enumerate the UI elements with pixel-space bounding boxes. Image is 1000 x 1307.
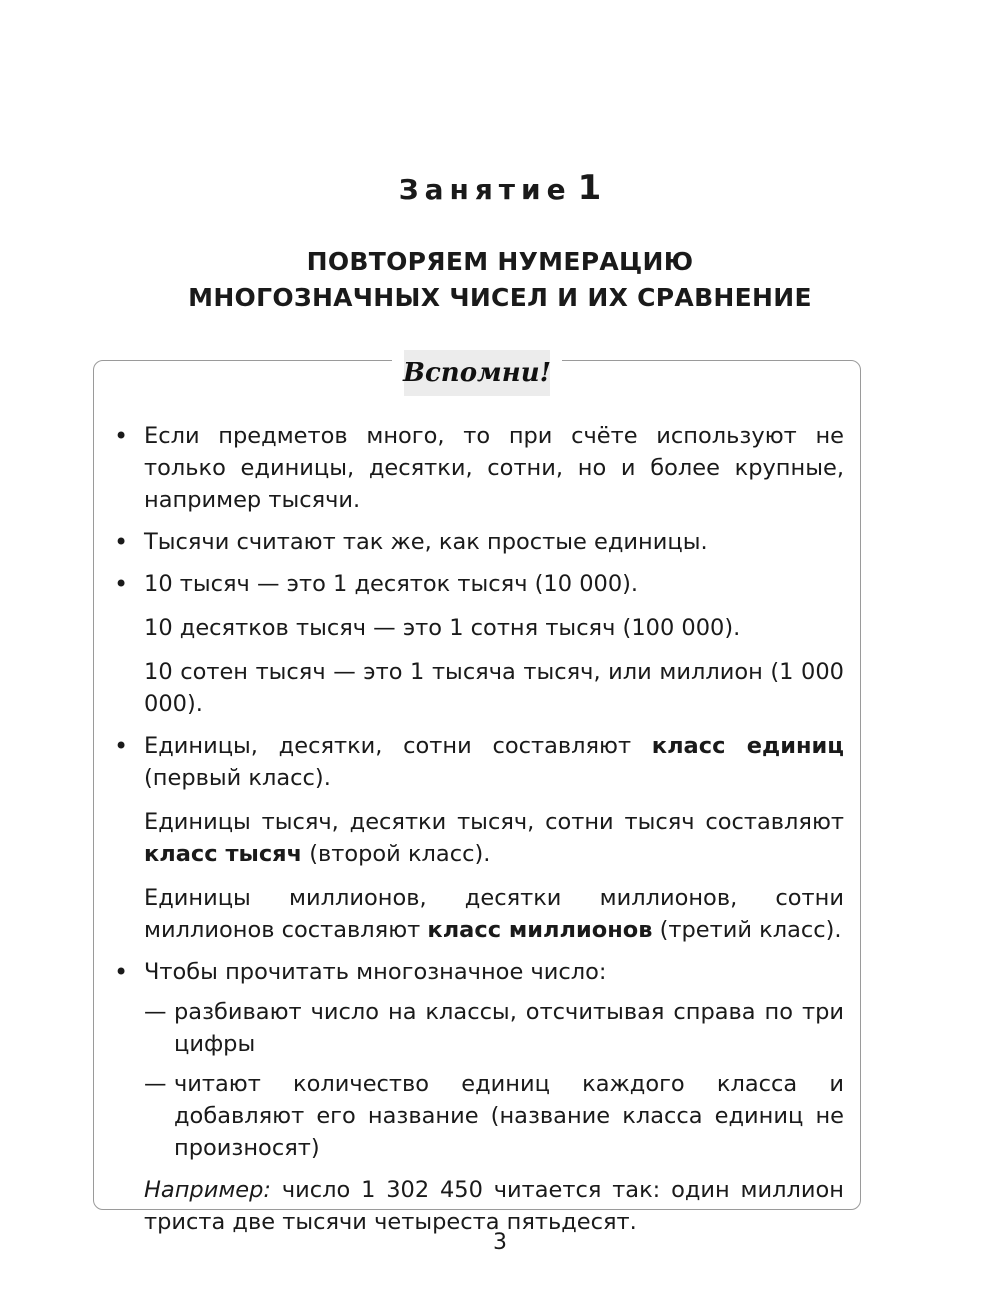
example-text: число 1 302 450 читается так: один миллион триста две тысячи четыреста пятьдесят.: [144, 1177, 844, 1235]
term-bold: класс тысяч: [144, 841, 303, 867]
lesson-heading: [0, 168, 1000, 208]
item-text: Единицы миллионов, десятки миллионов, сотни миллионов составляют: [144, 885, 844, 943]
example-paragraph: [108, 1174, 844, 1238]
item-text: (третий класс).: [652, 917, 842, 943]
page-title: [0, 244, 1000, 316]
bullet-icon: •: [114, 570, 129, 598]
remember-badge: Вспомни!: [404, 350, 550, 396]
item-text: Тысячи считают так же, как простые единицы.: [144, 529, 708, 555]
item-text: 10 сотен тысяч — это 1 тысяча тысяч, или миллион (1 000 000).: [144, 659, 844, 717]
item-text: читают количество единиц каждого класса и добавляют его название (название класса единиц не произносят): [174, 1071, 844, 1161]
bullet-icon: •: [114, 732, 129, 760]
item-text: 10 тысяч — это 1 десяток тысяч (10 000).: [144, 571, 639, 597]
dash-icon: —: [144, 1071, 167, 1097]
badge-frame: [392, 340, 562, 406]
item-text: 10 десятков тысяч — это 1 сотня тысяч (100 000).: [144, 615, 741, 641]
term-bold: класс единиц: [651, 733, 844, 759]
title-line-1: ПОВТОРЯЕМ НУМЕРАЦИЮ: [306, 247, 694, 276]
item-text: разбивают число на классы, отсчитывая справа по три цифры: [174, 999, 844, 1057]
bullet-icon: •: [114, 528, 129, 556]
item-text: (первый класс).: [144, 765, 331, 791]
dash-item: [144, 996, 844, 1060]
item-paragraph: [144, 882, 844, 946]
list-item: [108, 526, 844, 558]
lesson-number: 1: [577, 168, 602, 208]
list-item: [108, 568, 844, 720]
item-text: Единицы, десятки, сотни составляют: [144, 733, 652, 759]
list-item: [108, 956, 844, 1164]
example-label: Например:: [144, 1177, 272, 1203]
item-paragraph: [144, 730, 844, 794]
item-paragraph: [144, 806, 844, 870]
remember-content: [108, 420, 844, 1238]
dash-icon: —: [144, 999, 167, 1025]
title-line-2: МНОГОЗНАЧНЫХ ЧИСЕЛ И ИХ СРАВНЕНИЕ: [188, 283, 812, 312]
page-number: 3: [493, 1230, 507, 1255]
list-item: [108, 420, 844, 516]
item-text: Единицы тысяч, десятки тысяч, сотни тысяч составляют: [144, 809, 844, 835]
lesson-label: Занятие: [398, 173, 572, 206]
bullet-icon: •: [114, 422, 129, 450]
list-item: [108, 730, 844, 946]
item-text: Чтобы прочитать многозначное число:: [144, 959, 607, 985]
item-text: (второй класс).: [302, 841, 491, 867]
dash-item: [144, 1068, 844, 1164]
bullet-icon: •: [114, 958, 129, 986]
term-bold: класс миллионов: [427, 917, 653, 943]
item-text: Если предметов много, то при счёте используют не только единицы, десятки, сотни, но и более крупные, например тысячи.: [144, 423, 844, 513]
